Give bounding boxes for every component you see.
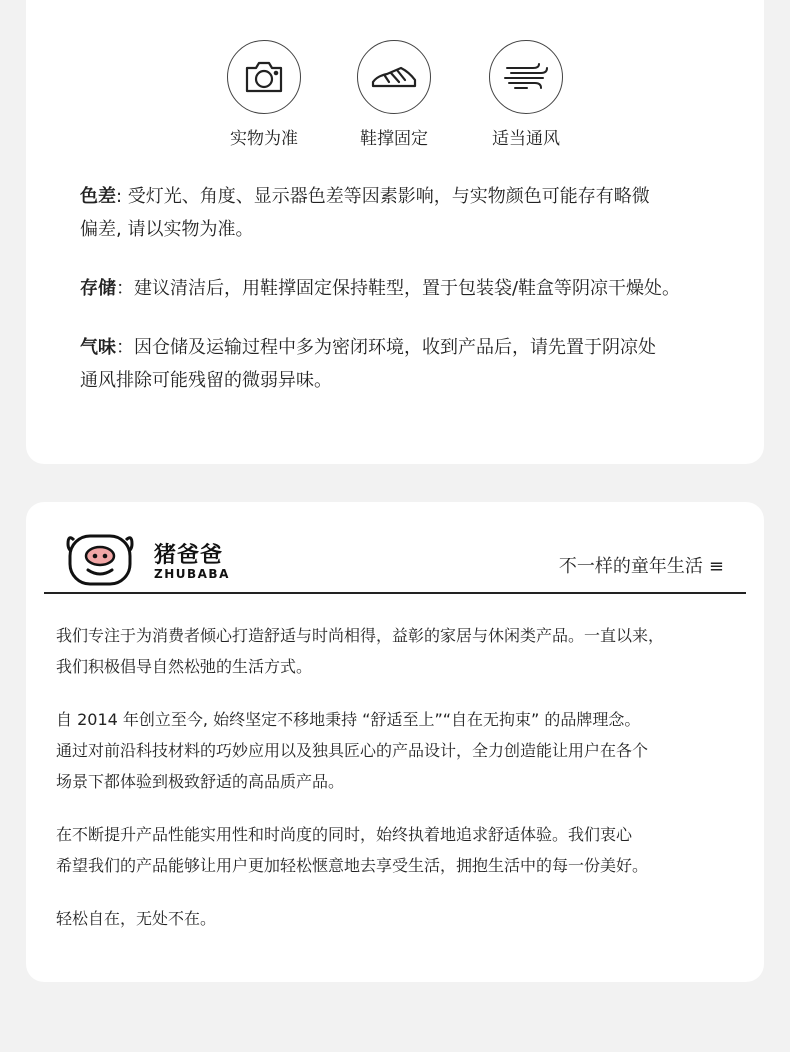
feature-label: 实物为准 bbox=[230, 129, 298, 149]
feature-ventilation bbox=[471, 40, 581, 149]
care-info-card bbox=[26, 0, 764, 464]
camera-icon bbox=[227, 40, 301, 114]
feature-shoe-tree bbox=[339, 40, 449, 149]
brand-name-en: ZHUBABA bbox=[154, 567, 230, 581]
brand-header bbox=[64, 530, 744, 594]
about-paragraph: 我们专注于为消费者倾心打造舒适与时尚相得，益彰的家居与休闲类产品。一直以来， 我们积极倡导自然松弛的生活方式。 bbox=[56, 626, 665, 676]
feature-label: 鞋撑固定 bbox=[360, 129, 428, 149]
brand-slogan: 不一样的童年生活 ≡ bbox=[558, 556, 724, 577]
feature-icons-row bbox=[26, 40, 764, 150]
about-paragraph: 在不断提升产品性能实用性和时尚度的同时，始终执着地追求舒适体验。我们衷心 希望我们的产品能够让用户更加轻松惬意地去享受生活，拥抱生活中的每一份美好。 bbox=[56, 825, 649, 875]
pig-logo-icon bbox=[64, 530, 136, 588]
feature-real-product bbox=[209, 40, 319, 149]
brand-story-card bbox=[26, 502, 764, 982]
about-paragraph: 轻松自在，无处不在。 bbox=[56, 909, 217, 928]
about-paragraph: 自 2014 年创立至今, 始终坚定不移地秉持 “舒适至上”“自在无拘束” 的品牌理念。 通过对前沿科技材料的巧妙应用以及独具匠心的产品设计，全力创造能让用户在各个 场景下都体验到极致舒适的高品质产品。 bbox=[56, 710, 649, 791]
note-odor: 气味：因仓储及运输过程中多为密闭环境，收到产品后，请先置于阴凉处 通风排除可能残留的微弱异味。 bbox=[80, 337, 656, 391]
brand-name-cn: 猪爸爸 bbox=[154, 543, 224, 568]
feature-label: 适当通风 bbox=[492, 129, 560, 149]
wind-icon bbox=[489, 40, 563, 114]
header-divider bbox=[44, 592, 746, 594]
shoe-tree-icon bbox=[357, 40, 431, 114]
brand-about bbox=[56, 620, 736, 956]
note-color-difference: 色差: 受灯光、角度、显示器色差等因素影响，与实物颜色可能存有略微 偏差, 请以实物为准。 bbox=[80, 186, 650, 240]
menu-icon: ≡ bbox=[708, 556, 724, 577]
note-storage: 存储：建议清洁后，用鞋撑固定保持鞋型，置于包装袋/鞋盒等阴凉干燥处。 bbox=[80, 278, 681, 299]
care-notes bbox=[80, 180, 740, 423]
